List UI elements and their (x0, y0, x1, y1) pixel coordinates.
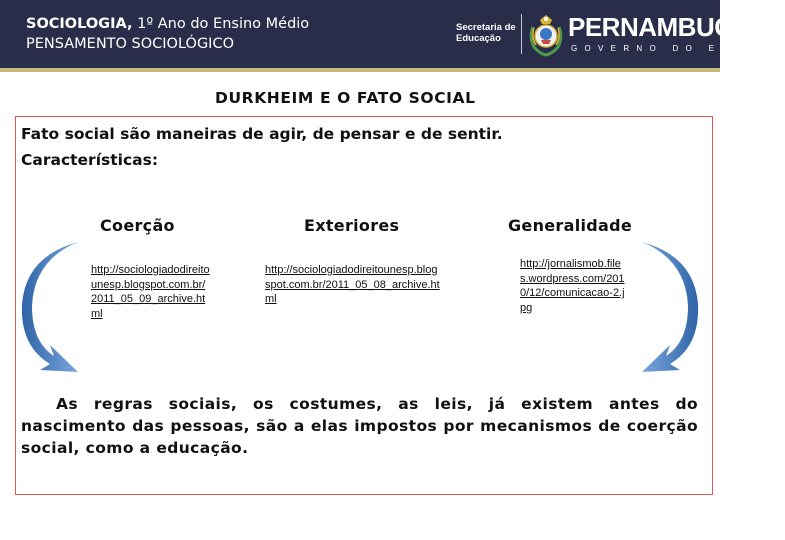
right-curved-arrow-icon (638, 238, 700, 380)
heading-coercao: Coerção (100, 216, 175, 235)
logo-divider (521, 14, 522, 54)
course-info (26, 14, 309, 54)
header-bar (0, 0, 785, 68)
slide-title: DURKHEIM E O FATO SOCIAL (215, 89, 476, 107)
heading-generalidade: Generalidade (508, 216, 633, 235)
pernambuco-seal-icon (525, 11, 567, 57)
heading-exteriores: Exteriores (304, 216, 400, 235)
secretaria-logo-text (456, 22, 516, 44)
characteristics-label: Características: (21, 151, 159, 169)
definition-text: Fato social são maneiras de agir, de pensar e de sentir. (21, 125, 503, 143)
secretaria-line-2: Educação (456, 33, 501, 44)
intro-text (21, 121, 503, 173)
left-curved-arrow-icon (20, 238, 82, 380)
state-name: PERNAMBUCO (568, 12, 753, 42)
source-link-generalidade[interactable]: http://jornalismob.files.wordpress.com/2010/12/comunicacao-2.jpg (520, 258, 625, 314)
topic-name: PENSAMENTO SOCIOLÓGICO (26, 36, 234, 52)
header-rule (0, 68, 720, 72)
secretaria-line-1: Secretaria de (456, 22, 516, 33)
source-link-coercao[interactable]: http://sociologiadodireitounesp.blogspot.com.br/2011_05_09_archive.html (91, 264, 210, 320)
source-link-exteriores[interactable]: http://sociologiadodireitounesp.blogspot.com.br/2011_05_08_archive.html (265, 264, 440, 305)
conclusion-paragraph: As regras sociais, os costumes, as leis, já existem antes do nascimento das pessoas, são a elas impostos por mecanismos de coerção social, como a educação. (21, 395, 698, 457)
government-label: GOVERNO DO ESTADO (571, 44, 785, 53)
subject-name: SOCIOLOGIA, (26, 16, 133, 32)
grade-level: 1º Ano do Ensino Médio (132, 16, 310, 32)
